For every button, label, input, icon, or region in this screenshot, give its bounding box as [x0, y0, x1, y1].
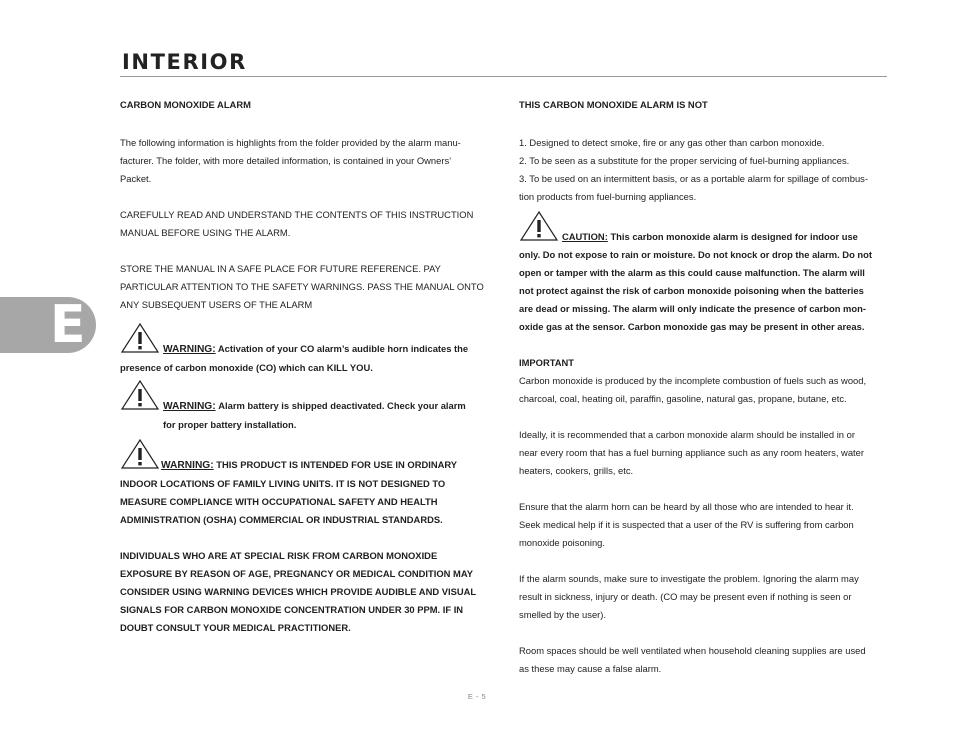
special-risk-line: DOUBT CONSULT YOUR MEDICAL PRACTITIONER. — [120, 622, 351, 633]
warning-text: INDOOR LOCATIONS OF FAMILY LIVING UNITS. IT IS NOT DESIGNED TO — [120, 478, 446, 489]
not-list-item: 1. Designed to detect smoke, fire or any gas other than carbon monoxide. — [519, 137, 825, 148]
alarm-sounds-line: result in sickness, injury or death. (CO may be present even if nothing is seen or — [519, 591, 852, 602]
intro-line: The following information is highlights from the folder provided by the alarm manu- — [120, 137, 461, 148]
caution-text: oxide gas at the sensor. Carbon monoxide gas may be present in other areas. — [519, 321, 865, 332]
caution-block — [519, 210, 887, 336]
special-risk-line: SIGNALS FOR CARBON MONOXIDE CONCENTRATION UNDER 30 PPM. IF IN — [120, 604, 464, 615]
warning-triangle-icon — [120, 322, 160, 354]
warning-text: Activation of your CO alarm’s audible horn indicates the — [217, 343, 469, 354]
warning-label: WARNING: — [161, 460, 214, 471]
ventilation-line: Room spaces should be well ventilated when household cleaning supplies are used — [519, 645, 866, 656]
caution-text: This carbon monoxide alarm is designed for indoor use — [610, 231, 858, 242]
important-heading: IMPORTANT — [519, 357, 575, 368]
warning-text: presence of carbon monoxide (CO) which can KILL YOU. — [120, 362, 373, 373]
read-manual-line: CAREFULLY READ AND UNDERSTAND THE CONTENTS OF THIS INSTRUCTION — [120, 209, 474, 220]
horn-line: monoxide poisoning. — [519, 537, 605, 548]
section-heading: THIS CARBON MONOXIDE ALARM IS NOT — [519, 99, 708, 110]
caution-text: not protect against the risk of carbon monoxide poisoning when the batteries — [519, 285, 864, 296]
section-tab-letter: E — [50, 295, 86, 355]
store-manual-line: ANY SUBSEQUENT USERS OF THE ALARM — [120, 299, 313, 310]
warning-block — [120, 438, 492, 529]
not-list-item: tion products from fuel-burning appliances. — [519, 191, 697, 202]
alarm-sounds-line: smelled by the user). — [519, 609, 607, 620]
warning-label: WARNING: — [163, 344, 216, 355]
special-risk-line: EXPOSURE BY REASON OF AGE, PREGNANCY OR MEDICAL CONDITION MAY — [120, 568, 473, 579]
special-risk-line: CONSIDER USING WARNING DEVICES WHICH PROVIDE AUDIBLE AND VISUAL — [120, 586, 477, 597]
horn-line: Ensure that the alarm horn can be heard by all those who are intended to hear it. — [519, 501, 854, 512]
section-heading: CARBON MONOXIDE ALARM — [120, 99, 251, 110]
horn-line: Seek medical help if it is suspected that a user of the RV is suffering from carbon — [519, 519, 854, 530]
warning-triangle-icon — [120, 438, 160, 470]
important-line: charcoal, coal, heating oil, paraffin, gasoline, natural gas, propane, butane, etc. — [519, 393, 847, 404]
page-number: E - 5 — [467, 692, 487, 701]
read-manual-line: MANUAL BEFORE USING THE ALARM. — [120, 227, 291, 238]
caution-text: only. Do not expose to rain or moisture. Do not knock or drop the alarm. Do not — [519, 249, 872, 260]
warning-text: for proper battery installation. — [163, 419, 297, 430]
warning-text: ADMINISTRATION (OSHA) COMMERCIAL OR INDUSTRIAL STANDARDS. — [120, 514, 443, 525]
caution-text: open or tamper with the alarm as this could cause malfunction. The alarm will — [519, 267, 865, 278]
not-list-item: 2. To be seen as a substitute for the proper servicing of fuel-burning appliances. — [519, 155, 850, 166]
intro-line: Packet. — [120, 173, 152, 184]
warning-label: WARNING: — [163, 401, 216, 412]
ideally-line: heaters, cookers, grills, etc. — [519, 465, 634, 476]
header-divider — [120, 76, 887, 77]
alarm-sounds-line: If the alarm sounds, make sure to investigate the problem. Ignoring the alarm may — [519, 573, 859, 584]
page-title: INTERIOR — [122, 50, 247, 74]
not-list-item: 3. To be used on an intermittent basis, or as a portable alarm for spillage of combus- — [519, 173, 868, 184]
ideally-line: near every room that has a fuel burning appliance such as any room heaters, water — [519, 447, 864, 458]
right-column — [519, 96, 887, 678]
ventilation-line: as these may cause a false alarm. — [519, 663, 662, 674]
warning-triangle-icon — [519, 210, 559, 242]
ideally-line: Ideally, it is recommended that a carbon monoxide alarm should be installed in or — [519, 429, 855, 440]
warning-text: THIS PRODUCT IS INTENDED FOR USE IN ORDINARY — [216, 459, 458, 470]
warning-block — [120, 379, 492, 434]
section-tab — [0, 297, 96, 353]
store-manual-line: STORE THE MANUAL IN A SAFE PLACE FOR FUTURE REFERENCE. PAY — [120, 263, 441, 274]
warning-block — [120, 322, 492, 377]
caution-text: are dead or missing. The alarm will only indicate the presence of carbon mon- — [519, 303, 866, 314]
store-manual-line: PARTICULAR ATTENTION TO THE SAFETY WARNINGS. PASS THE MANUAL ONTO — [120, 281, 484, 292]
caution-label: CAUTION: — [562, 231, 608, 242]
warning-text: MEASURE COMPLIANCE WITH OCCUPATIONAL SAFETY AND HEALTH — [120, 496, 438, 507]
intro-line: facturer. The folder, with more detailed information, is contained in your Owners’ — [120, 155, 452, 166]
important-line: Carbon monoxide is produced by the incomplete combustion of fuels such as wood, — [519, 375, 867, 386]
special-risk-line: INDIVIDUALS WHO ARE AT SPECIAL RISK FROM CARBON MONOXIDE — [120, 550, 438, 561]
warning-triangle-icon — [120, 379, 160, 411]
left-column — [120, 96, 492, 637]
warning-text: Alarm battery is shipped deactivated. Check your alarm — [218, 400, 466, 411]
